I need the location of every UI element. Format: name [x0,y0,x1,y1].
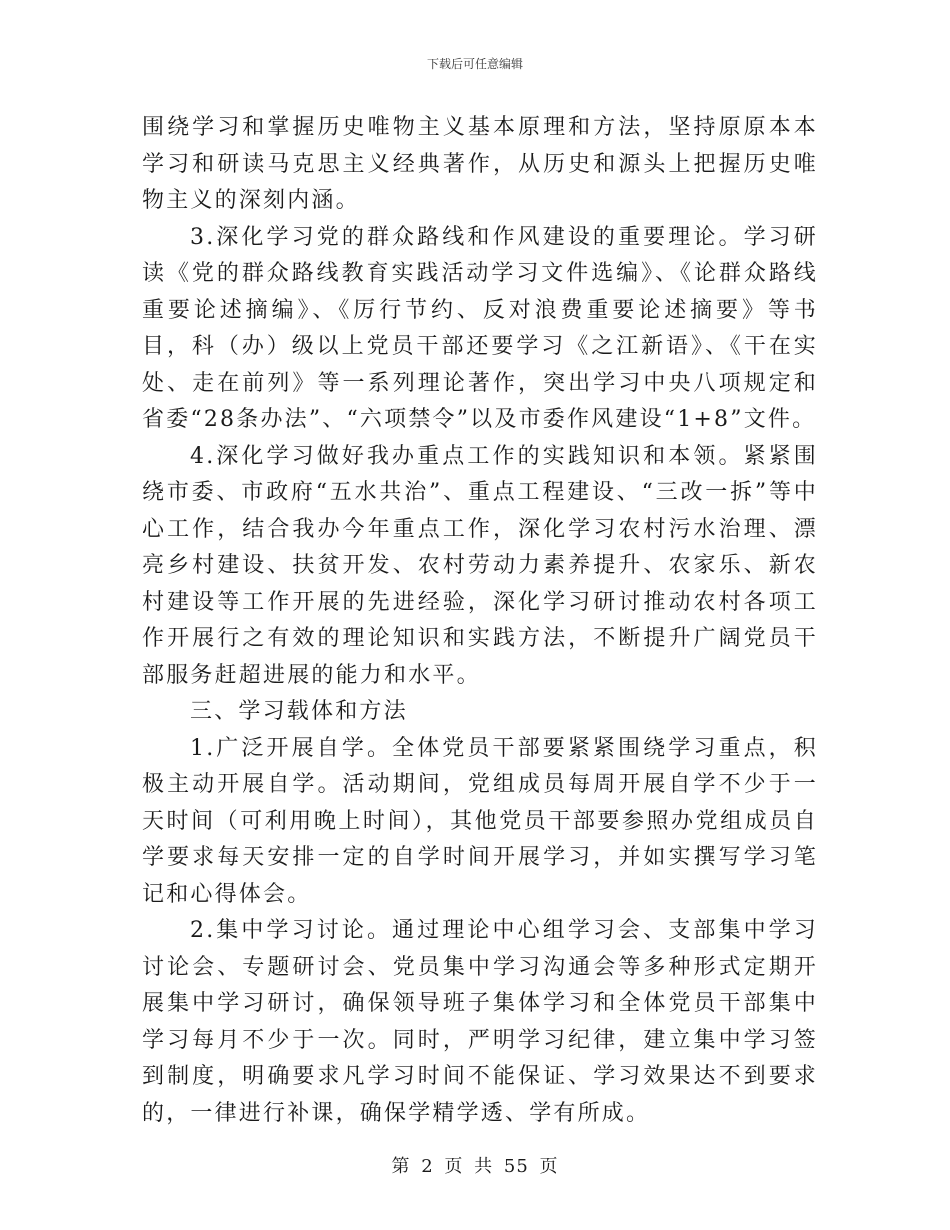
paragraph-group-study: 2.集中学习讨论。通过理论中心组学习会、支部集中学习讨论会、专题研讨会、党员集中学习沟通会等多种形式定期开展集中学习研讨，确保领导班子集体学习和全体党员干部集中学习每月不少于一次。同时，严明学习纪律，建立集中学习签到制度，明确要求凡学习时间不能保证、学习效果达不到要求的，一律进行补课，确保学精学透、学有所成。 [142,918,818,1126]
paragraph-self-study: 1.广泛开展自学。全体党员干部要紧紧围绕学习重点，积极主动开展自学。活动期间，党组成员每周开展自学不少于一天时间（可利用晚上时间），其他党员干部要参照办党组成员自学要求每天安排一定的自学时间开展学习，并如实撰写学习笔记和心得体会。 [142,735,818,907]
page-header: 下载后可任意编辑 [426,57,523,71]
footer-page-word: 页 [444,1156,464,1177]
paragraph-item-3: 3.深化学习党的群众路线和作风建设的重要理论。学习研读《党的群众路线教育实践活动学习文件选编》、《论群众路线重要论述摘编》、《厉行节约、反对浪费重要论述摘要》等书目，科（办）级以上党员干部还要学习《之江新语》、《干在实处、走在前列》等一系列理论著作，突出学习中央八项规定和省委“28条办法”、“六项禁令”以及市委作风建设“1+8”文件。 [142,224,818,432]
section-heading-3: 三、学习载体和方法 [190,699,408,724]
document-body [142,110,818,1132]
footer-total-word: 共 [474,1156,494,1177]
footer-suffix: 页 [539,1156,559,1177]
paragraph-item-4: 4.深化学习做好我办重点工作的实践知识和本领。紧紧围绕市委、市政府“五水共治”、重点工程建设、“三改一拆”等中心工作，结合我办今年重点工作，深化学习农村污水治理、漂亮乡村建设、扶贫开发、农村劳动力素养提升、农家乐、新农村建设等工作开展的先进经验，深化学习研讨推动农村各项工作开展行之有效的理论知识和实践方法，不断提升广阔党员干部服务赶超进展的能力和水平。 [142,443,818,688]
footer-current-page: 2 [421,1156,434,1177]
paragraph-continuation: 围绕学习和掌握历史唯物主义基本原理和方法，坚持原原本本学习和研读马克思主义经典著作，从历史和源头上把握历史唯物主义的深刻内涵。 [142,115,818,213]
footer-prefix: 第 [391,1156,411,1177]
page-footer [0,1152,950,1178]
footer-total-pages: 55 [503,1156,529,1177]
